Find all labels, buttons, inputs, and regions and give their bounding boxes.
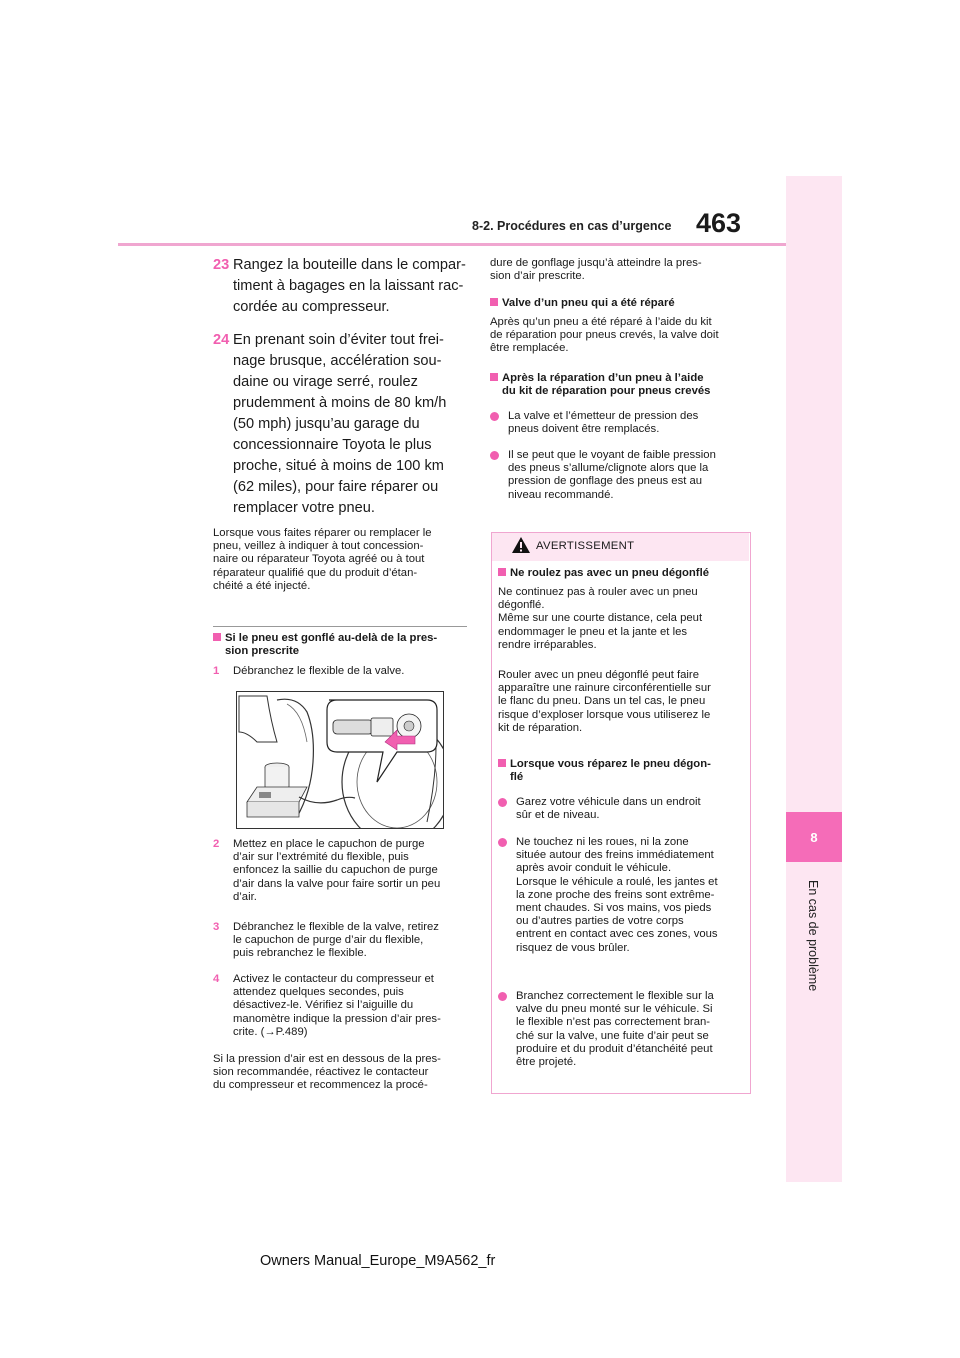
step-number: 23 bbox=[213, 257, 230, 273]
valve-illustration bbox=[236, 691, 444, 829]
bullet-dot-icon bbox=[490, 451, 499, 460]
divider bbox=[213, 626, 467, 627]
step-1: 1 Débranchez le flexible de la valve. bbox=[213, 665, 405, 677]
valve-paragraph: Après qu’un pneu a été réparé à l’aide du kit de réparation pour pneus crevés, la valve doit être remplacée. bbox=[490, 316, 719, 355]
warning-paragraph-1: Ne continuez pas à rouler avec un pneu dégonflé. Même sur une courte distance, cela peut endommager le pneu et la jante et les rendre irréparables. bbox=[498, 586, 703, 651]
warning-triangle-icon bbox=[511, 536, 531, 554]
square-bullet-icon bbox=[498, 568, 506, 576]
bullet-dot-icon bbox=[498, 798, 507, 807]
repair-note: Lorsque vous faites réparer ou remplacer le pneu, veillez à indiquer à tout concession- naire ou réparateur Toyota agréé ou à tout réparateur qualifié que du produit d’étan- chéité a été injecté. bbox=[213, 527, 432, 592]
header-rule bbox=[118, 243, 786, 246]
bullet-dot-icon bbox=[498, 838, 507, 847]
closing-paragraph: Si la pression d’air est en dessous de la pres- sion recommandée, réactivez le contacteur du compresseur et recommencez la procé- bbox=[213, 1053, 441, 1092]
step-number: 3 bbox=[213, 921, 220, 933]
footer-document-id: Owners Manual_Europe_M9A562_fr bbox=[260, 1253, 496, 1269]
continuation-paragraph: dure de gonflage jusqu’à atteindre la pres- sion d’air prescrite. bbox=[490, 257, 702, 283]
step-3: 3 Débranchez le flexible de la valve, retirez le capuchon de purge d’air du flexible, puis rebranchez le flexible. bbox=[213, 921, 439, 960]
step-4: 4 Activez le contacteur du compresseur et attendez quelques secondes, puis désactivez-le. Vérifiez si l’aiguille du manomètre indique la pression d’air pres- crite. (→P.489) bbox=[213, 973, 473, 1039]
square-bullet-icon bbox=[490, 298, 498, 306]
bullet-dot-icon bbox=[498, 992, 507, 1001]
warning-bullet-3: Branchez correctement le flexible sur la valve du pneu monté sur le véhicule. Si le flexible n’est pas correctement bran- ché sur la valve, une fuite d’air peut se produire et du produit d’étanchéité peut être projeté. bbox=[498, 990, 743, 1069]
after-repair-bullet-1: La valve et l’émetteur de pression des pneus doivent être remplacés. bbox=[490, 410, 752, 436]
chapter-label: En cas de problème bbox=[806, 880, 820, 992]
step-2: 2 Mettez en place le capuchon de purge d’air sur l’extrémité du flexible, puis enfoncez la saillie du capuchon de purge d’air dans la valve pour faire sortir un peu d’air. bbox=[213, 838, 441, 903]
warning-title: AVERTISSEMENT bbox=[536, 540, 635, 552]
valve-heading: Valve d’un pneu qui a été réparé bbox=[490, 297, 752, 310]
square-bullet-icon bbox=[490, 373, 498, 381]
step-text: Rangez la bouteille dans le compar- timent à bagages en la laissant rac- cordée au compresseur. bbox=[233, 257, 466, 315]
bullet-dot-icon bbox=[490, 412, 499, 421]
step-text: En prenant soin d’éviter tout frei- nage brusque, accélération sou- daine ou virage serré, roulez prudemment à moins de 80 km/h (50 mph) jusqu’au garage du concessionnaire Toyota le plus proche, situé à moins de 100 km (62 miles), pour faire réparer ou remplacer votre pneu. bbox=[233, 332, 447, 516]
square-bullet-icon bbox=[498, 759, 506, 767]
after-repair-heading: Après la réparation d’un pneu à l’aide du kit de réparation pour pneus crevés bbox=[490, 372, 752, 398]
step-number: 24 bbox=[213, 332, 230, 348]
warning-heading-2: Lorsque vous réparez le pneu dégon- flé bbox=[498, 758, 743, 784]
square-bullet-icon bbox=[213, 633, 221, 641]
section-title: 8-2. Procédures en cas d’urgence bbox=[472, 219, 672, 233]
warning-paragraph-2: Rouler avec un pneu dégonflé peut faire apparaître une rainure circonférentielle sur le flanc du pneu. Dans un tel cas, le pneu risque d’exploser lorsque vous utiliserez le kit de réparation. bbox=[498, 669, 711, 734]
chapter-number[interactable]: 8 bbox=[786, 812, 842, 862]
step-24 bbox=[213, 330, 483, 519]
overinflated-heading: Si le pneu est gonflé au-delà de la pres- sion prescrite bbox=[213, 632, 473, 658]
step-23 bbox=[213, 255, 483, 318]
step-number: 1 bbox=[213, 665, 220, 677]
warning-bullet-2: Ne touchez ni les roues, ni la zone située autour des freins immédiatement après avoir conduit le véhicule. Lorsque le véhicule a roulé, les jantes et la zone proche des freins sont extrême- ment chaudes. Si vos mains, vos pieds ou d’autres parties de votre corps entrent en contact avec ces zones, vous risquez de vous brûler. bbox=[498, 836, 743, 955]
page-number: 463 bbox=[696, 208, 742, 238]
after-repair-bullet-2: Il se peut que le voyant de faible pression des pneus s’allume/clignote alors que la pression de gonflage des pneus est au niveau recommandé. bbox=[490, 449, 752, 502]
warning-bullet-1: Garez votre véhicule dans un endroit sûr et de niveau. bbox=[498, 796, 743, 822]
step-number: 4 bbox=[213, 973, 220, 985]
warning-heading-1: Ne roulez pas avec un pneu dégonflé bbox=[498, 567, 743, 580]
tire-compressor-icon bbox=[237, 692, 443, 828]
step-number: 2 bbox=[213, 838, 220, 850]
page-reference-link[interactable]: crite. (→P.489) bbox=[233, 1025, 308, 1038]
side-tab-top bbox=[786, 176, 842, 812]
